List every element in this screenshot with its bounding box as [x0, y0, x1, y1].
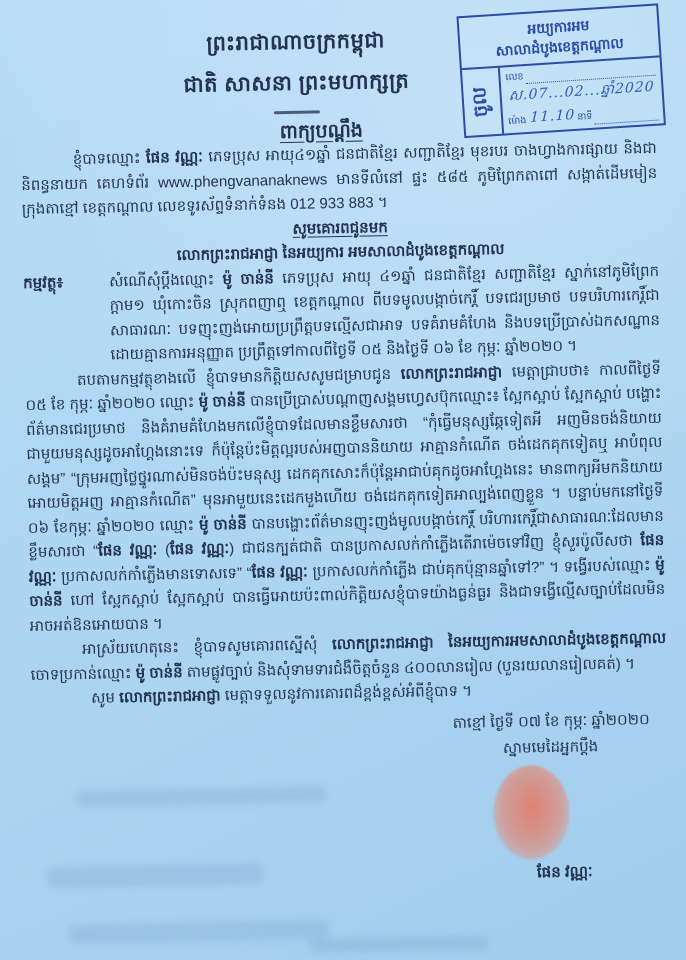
- handwritten-entry-number: ស.07...02...ឆ្នាំ2020: [508, 78, 655, 105]
- handwritten-entry-time: 11.10: [529, 106, 576, 126]
- stamp-received-label: ចូល: [469, 85, 492, 118]
- request-paragraph: អាស្រ័យហេតុនេះ ខ្ញុំបាទសូមគោរពស្នើសុំ លោកព្រះរាជអាជ្ញា នៃអយ្យការអមសាលាដំបូងខេត្តកណ្តាល ចោទប្រកាន់ឈ្មោះ ម៉ូ ចាន់នី តាមផ្លូវច្បាប់ និងសុំទាមទារជំងឺចិត្តចំនួន ៤០០លានរៀល (បួនរយលានរៀលគត់) ។: [30, 629, 667, 684]
- subject-text: សំណើសុំប្តឹងឈ្មោះ ម៉ូ ចាន់នី ភេទប្រុស អាយុ ៤១ឆ្នាំ ជនជាតិខ្មែរ សញ្ជាតិខ្មែរ ស្នាក់នៅភូមិព្រែកក្តាម១ ឃុំកោះចិន ស្រុកពញាឮ ខេត្តកណ្តាល ពីបទមូលបង្កាច់កេរ្តិ៍ បទជេរប្រមាថ បទបរិហារកេរ្តិ៍ជាសាធារណៈ បទញុះញង់អោយប្រព្រឹត្តបទល្មើសជាអាទ បទគំរាមគំហែង និងបទប្រើប្រាស់ឯកសណ្ឋានដោយគ្មានការអនុញ្ញាត ប្រព្រឹត្តទៅកាលពីថ្ងៃទី ០៥ និងថ្ងៃទី ០៦ ខែ កុម្ភៈ ឆ្នាំ២០២០ ។: [108, 262, 661, 364]
- kingdom-name: ព្រះរាជាណាចក្រកម្ពុជា: [206, 29, 386, 56]
- closing-respect-line: សូម លោកព្រះរាជអាជ្ញា មេត្តាទទួលនូវការគោរពដ៏ខ្ពង់ខ្ពស់អំពីខ្ញុំបាទ ។: [90, 682, 473, 707]
- stamp-office-line2: សាលាដំបូងខេត្តកណ្តាល: [495, 34, 625, 60]
- motto-divider: [274, 110, 320, 114]
- addressee-line: លោកព្រះរាជអាជ្ញា នៃអយ្យការ អមសាលាដំបូងខេត្តកណ្តាល: [176, 240, 505, 265]
- stamp-time-label: ម៉ោង: [507, 115, 527, 128]
- subject-label: កម្មវត្ថុ៖: [22, 273, 64, 292]
- national-motto: ជាតិ សាសនា ព្រះមហាក្សត្រ: [183, 69, 410, 97]
- ink-bleed-through: [68, 920, 328, 943]
- document-title: ពាក្យបណ្តឹង: [279, 120, 364, 144]
- letter-body: [21, 137, 671, 895]
- salutation-line: សូមគោរពជូនមក: [292, 218, 388, 238]
- place-date-line: តាខ្មៅ ថ្ងៃទី ០៧ ខែ កុម្ភៈ ឆ្នាំ២០២០: [452, 710, 650, 732]
- kingdom-header: [94, 25, 498, 118]
- thumbprint-label: ស្នាមមេដៃអ្នកប្តឹង: [502, 738, 599, 757]
- facts-paragraph: តបតាមកម្មវត្ថុខាងលើ ខ្ញុំបាទមានកិត្តិយសសូមជម្រាបជូន លោកព្រះរាជអាជ្ញា មេត្តាជ្រាបថា៖ កាលពីថ្ងៃទី ០៥ ខែ កុម្ភៈ ឆ្នាំ២០២០ ឈ្មោះ ម៉ូ ចាន់នី បានប្រើប្រាស់បណ្តាញសង្គមហ្វេសប៊ុកឈ្មោះ៖ ស្អែកស្អាប់ ស្អែកស្អាប់ បង្ហោះព័ត៌មានជេរប្រមាថ និងគំរាមគំហែងមកលើខ្ញុំបាទដែលមានខ្លឹមសារថា “កុំធ្វើមនុស្សឆ្កែទៀតអី អញមិនចង់និយាយជាមួយមនុស្សដូចអាហ្គែងនោះទេ ក៏ប៉ុន្តែប៉ះមិត្តល្អរបស់អញបាននិយាយ អាគ្មានកំណើត ចង់ដេកគុកទៀតឬ អាបំពុលសង្គម” “ក្រុមអញថ្លៃថ្នូរណាស់មិនចង់ប៉ះមនុស្ស ដេកគុកសោះក៏ប៉ុន្តែអាជាប់គុកដូចអាហ្គែងនេះ មានពាក្យអីមកនិយាយអោយមិត្តអញ អាគ្មានកំណើត” មុនអាមួយនេះដេកមួងហើយ ចង់ដេកគុកទៀតអាល្បង់ពេញខ្លួន ។ បន្ទាប់មកនៅថ្ងៃទី ០៦ ខែកុម្ភៈ ឆ្នាំ២០២០ ឈ្មោះ ម៉ូ ចាន់នី បានបង្ហោះព័ត៌មានញុះញង់មូលបង្កាច់កេរ្តិ៍ បរិហារកេរ្តិ៍ជាសាធារណៈដែលមានខ្លឹមសារថា “ផែន វណ្ណៈ (ផែន វណ្ណៈ) ជាជនក្បត់ជាតិ បានប្រកាសលក់កាំភ្លើងតើរាម៉េចទៅវិញ ខ្ញុំសួរប៉ូលីសថា ផែន វណ្ណៈ ប្រកាសលក់កាំភ្លើងមានទោសទេ” “ផែន វណ្ណៈ ប្រកាសលក់កាំភ្លើង ជាប់គុកប៉ុន្មានឆ្នាំទៅ?” ។ ទង្វើរបស់ឈ្មោះ ម៉ូ ចាន់នី ហៅ ស្អែកស្អាប់ ស្អែកស្អាប់ បានធ្វើអោយប៉ះពាល់កិត្តិយសខ្ញុំបាទយ៉ាងធ្ងន់ធ្ងរ និងជាទង្វើល្មើសច្បាប់ដែលមិនអាចអត់ឱនអោយបាន ។: [25, 360, 666, 635]
- thumbprint-mark: [493, 764, 571, 859]
- stamp-number-label: លេខ: [505, 70, 524, 83]
- stamp-time-suffix: នាទី: [577, 111, 593, 124]
- subject-section: [23, 259, 661, 369]
- complainant-intro-paragraph: ខ្ញុំបាទឈ្មោះ ផែន វណ្ណៈ ភេទប្រុស អាយុ៤១ឆ្នាំ ជនជាតិខ្មែរ សញ្ជាតិខ្មែរ មុខរបរ ចាងហ្វាងការផ្សាយ និងជានិពន្ធនាយក គេហទំព័រ www.phengvananaknews មានទីលំនៅ ផ្ទះ ៥៨៥ ភូមិព្រែកតាពៅ សង្កាត់ដើមមៀន ក្រុងតាខ្មៅ ខេត្តកណ្តាល លេខទូរស័ព្ទទំនាក់ទំនង 012 933 883 ។: [21, 139, 658, 219]
- ink-bleed-through: [309, 935, 489, 952]
- signer-name: ផែន វណ្ណៈ: [536, 862, 593, 881]
- stamp-office-line1: អយ្យការអម: [526, 16, 590, 37]
- dotted-line: [656, 87, 657, 98]
